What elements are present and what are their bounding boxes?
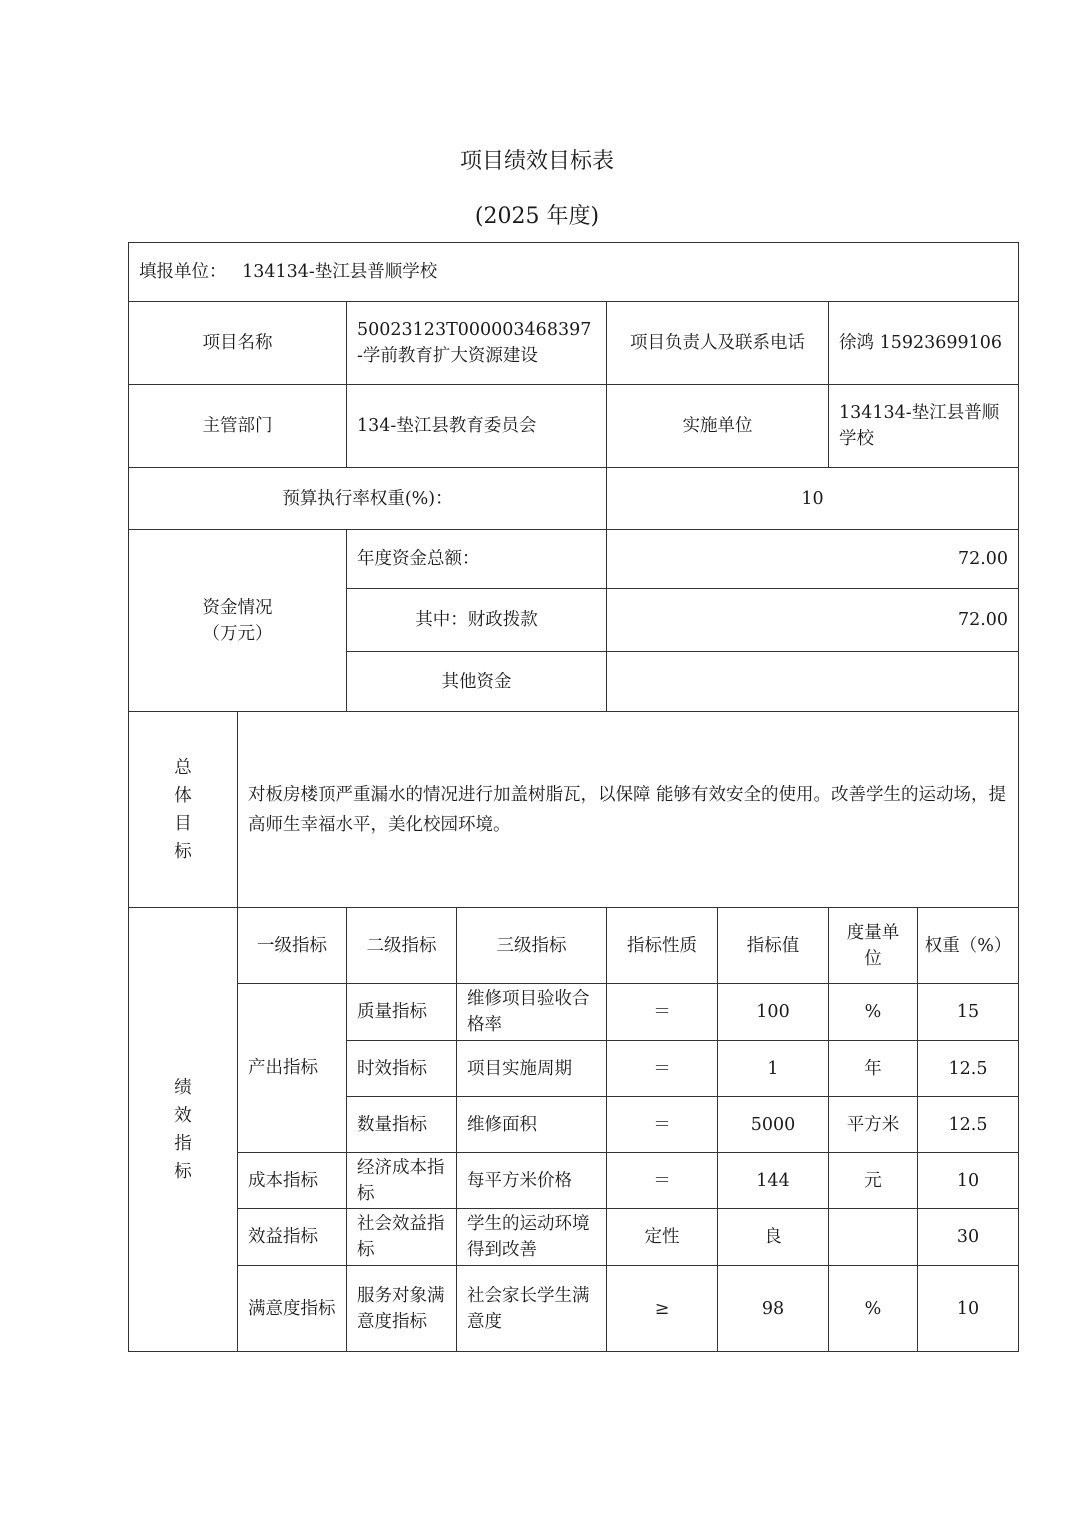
level3-cell: 社会家长学生满意度 xyxy=(457,1266,607,1352)
goal-label-char: 目 xyxy=(174,813,192,834)
level2-cell: 服务对象满意度指标 xyxy=(347,1266,457,1352)
value-cell: 1 xyxy=(718,1041,829,1097)
value-cell: 144 xyxy=(718,1153,829,1209)
funds-other-label: 其他资金 xyxy=(347,652,607,712)
unit-value: 134134-垫江县普顺学校 xyxy=(242,262,438,282)
project-name-row xyxy=(129,302,1019,385)
performance-target-table xyxy=(128,242,1019,1352)
goal-row xyxy=(129,712,1019,908)
unit-cell: % xyxy=(829,984,918,1041)
unit-cell xyxy=(129,243,1019,302)
level1-cell: 效益指标 xyxy=(238,1209,347,1266)
header-level3: 三级指标 xyxy=(457,908,607,984)
weight-cell: 10 xyxy=(918,1266,1019,1352)
unit-cell: 平方米 xyxy=(829,1097,918,1153)
header-nature: 指标性质 xyxy=(607,908,718,984)
goal-label-char: 总 xyxy=(174,757,192,778)
indicators-label-char: 标 xyxy=(174,1161,192,1182)
indicators-label-char: 效 xyxy=(174,1105,192,1126)
funds-total-label: 年度资金总额： xyxy=(347,530,607,589)
level2-cell: 社会效益指标 xyxy=(347,1209,457,1266)
funds-total-row xyxy=(129,530,1019,589)
level3-cell: 维修面积 xyxy=(457,1097,607,1153)
leader-label: 项目负责人及联系电话 xyxy=(607,302,829,385)
table-row xyxy=(129,984,1019,1041)
nature-cell: ＝ xyxy=(607,1097,718,1153)
dept-row xyxy=(129,385,1019,468)
value-cell: 良 xyxy=(718,1209,829,1266)
unit-label: 填报单位： xyxy=(139,262,227,282)
header-value: 指标值 xyxy=(718,908,829,984)
funds-label xyxy=(129,530,347,712)
table-row xyxy=(129,1266,1019,1352)
budget-weight-label: 预算执行率权重(%)： xyxy=(129,468,607,530)
header-level2: 二级指标 xyxy=(347,908,457,984)
table-row xyxy=(129,1209,1019,1266)
dept-label: 主管部门 xyxy=(129,385,347,468)
header-weight: 权重（%） xyxy=(918,908,1019,984)
document-year: (2025 年度) xyxy=(474,204,600,229)
weight-cell: 15 xyxy=(918,984,1019,1041)
weight-cell: 10 xyxy=(918,1153,1019,1209)
leader-value: 徐鸿 15923699106 xyxy=(829,302,1019,385)
level3-cell: 维修项目验收合格率 xyxy=(457,984,607,1041)
weight-cell: 12.5 xyxy=(918,1041,1019,1097)
unit-cell: 年 xyxy=(829,1041,918,1097)
project-name-value: 50023123T000003468397-学前教育扩大资源建设 xyxy=(347,302,607,385)
indicators-label-char: 指 xyxy=(174,1133,192,1154)
level2-cell: 数量指标 xyxy=(347,1097,457,1153)
goal-label-char: 标 xyxy=(174,841,192,862)
level2-cell: 经济成本指标 xyxy=(347,1153,457,1209)
level2-cell: 时效指标 xyxy=(347,1041,457,1097)
value-cell: 98 xyxy=(718,1266,829,1352)
level3-cell: 项目实施周期 xyxy=(457,1041,607,1097)
value-cell: 100 xyxy=(718,984,829,1041)
project-name-label: 项目名称 xyxy=(129,302,347,385)
level3-cell: 每平方米价格 xyxy=(457,1153,607,1209)
nature-cell: ≥ xyxy=(607,1266,718,1352)
level1-cell: 产出指标 xyxy=(238,984,347,1153)
document-title: 项目绩效目标表 xyxy=(459,149,614,174)
dept-value: 134-垫江县教育委员会 xyxy=(347,385,607,468)
goal-label xyxy=(129,712,238,908)
level1-cell: 成本指标 xyxy=(238,1153,347,1209)
indicators-label-char: 绩 xyxy=(174,1077,192,1098)
header-unit: 度量单位 xyxy=(829,908,918,984)
funds-total-value: 72.00 xyxy=(607,530,1019,589)
level3-cell: 学生的运动环境得到改善 xyxy=(457,1209,607,1266)
indicator-header-row xyxy=(129,908,1019,984)
goal-text: 对板房楼顶严重漏水的情况进行加盖树脂瓦，以保障 能够有效安全的使用。改善学生的运动场，提高师生幸福水平，美化校园环境。 xyxy=(238,712,1019,908)
funds-fiscal-value: 72.00 xyxy=(607,589,1019,652)
indicators-label xyxy=(129,908,238,1352)
unit-cell: 元 xyxy=(829,1153,918,1209)
level1-cell: 满意度指标 xyxy=(238,1266,347,1352)
header-level1: 一级指标 xyxy=(238,908,347,984)
funds-label-line2: （万元） xyxy=(202,623,273,644)
unit-cell: % xyxy=(829,1266,918,1352)
weight-cell: 30 xyxy=(918,1209,1019,1266)
unit-row xyxy=(129,243,1019,302)
funds-other-value xyxy=(607,652,1019,712)
nature-cell: 定性 xyxy=(607,1209,718,1266)
value-cell: 5000 xyxy=(718,1097,829,1153)
funds-fiscal-label: 其中：财政拨款 xyxy=(347,589,607,652)
nature-cell: ＝ xyxy=(607,984,718,1041)
goal-label-char: 体 xyxy=(174,785,192,806)
budget-weight-value: 10 xyxy=(607,468,1019,530)
level2-cell: 质量指标 xyxy=(347,984,457,1041)
unit-cell xyxy=(829,1209,918,1266)
nature-cell: ＝ xyxy=(607,1153,718,1209)
weight-cell: 12.5 xyxy=(918,1097,1019,1153)
funds-label-line1: 资金情况 xyxy=(202,597,273,618)
impl-label: 实施单位 xyxy=(607,385,829,468)
nature-cell: ＝ xyxy=(607,1041,718,1097)
budget-weight-row xyxy=(129,468,1019,530)
impl-value: 134134-垫江县普顺学校 xyxy=(829,385,1019,468)
table-row xyxy=(129,1153,1019,1209)
